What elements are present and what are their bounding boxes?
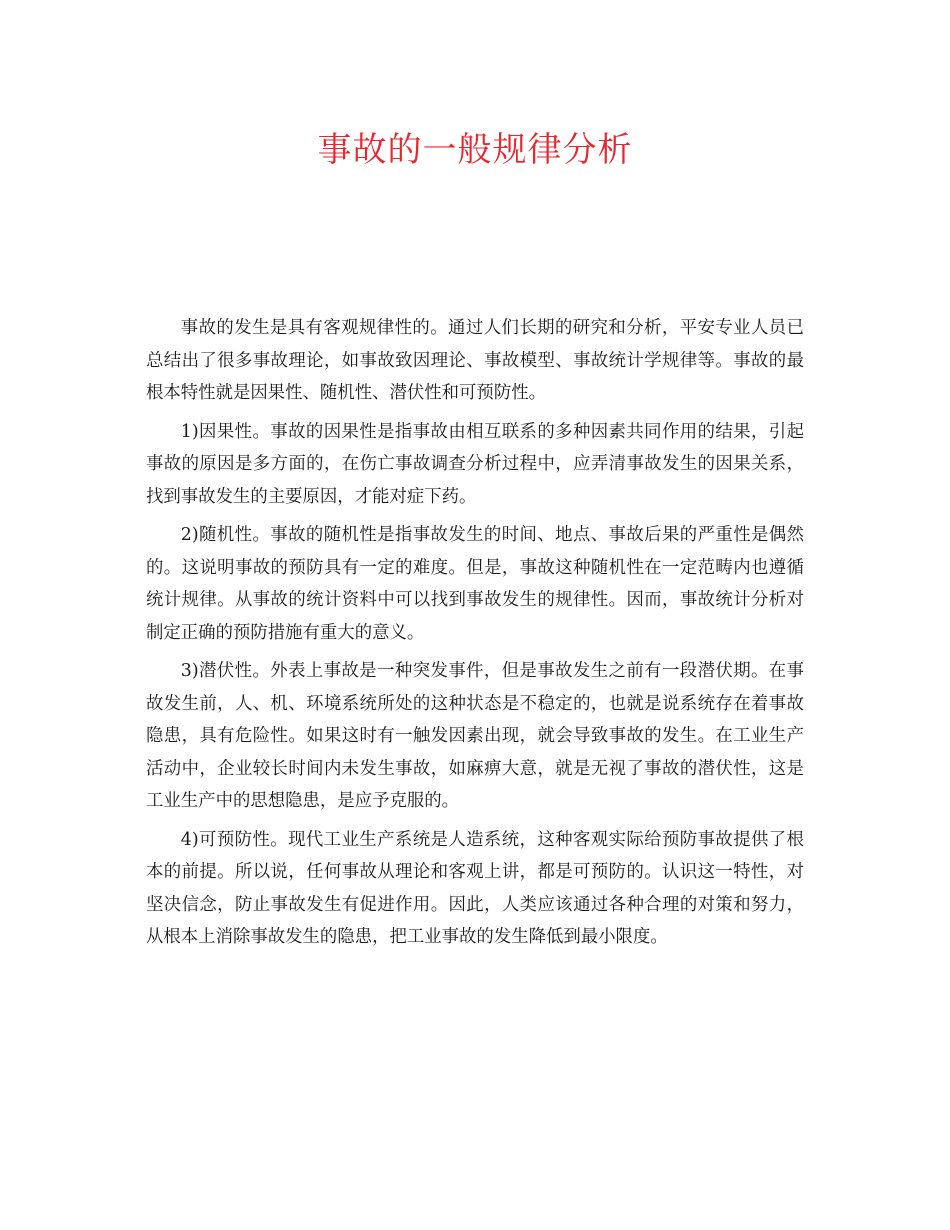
document-body <box>146 312 804 960</box>
document-title: 事故的一般规律分析 <box>317 130 633 170</box>
paragraph-causality: 1)因果性。事故的因果性是指事故由相互联系的多种因素共同作用的结果，引起事故的原因是多方面的，在伤亡事故调查分析过程中，应弄清事故发生的因果关系，找到事故发生的主要原因，才能对症下药。 <box>146 421 804 507</box>
paragraph-intro: 事故的发生是具有客观规律性的。通过人们长期的研究和分析，平安专业人员已总结出了很多事故理论，如事故致因理论、事故模型、事故统计学规律等。事故的最根本特性就是因果性、随机性、潜伏性和可预防性。 <box>146 318 804 403</box>
paragraph-latency: 3)潜伏性。外表上事故是一种突发事件，但是事故发生之前有一段潜伏期。在事故发生前，人、机、环境系统所处的这种状态是不稳定的，也就是说系统存在着事故隐患，具有危险性。如果这时有一触发因素出现，就会导致事故的发生。在工业生产活动中，企业较长时间内未发生事故，如麻痹大意，就是无视了事故的潜伏性，这是工业生产中的思想隐患，是应予克服的。 <box>146 661 804 811</box>
paragraph-preventability: 4)可预防性。现代工业生产系统是人造系统，这种客观实际给预防事故提供了根本的前提。所以说，任何事故从理论和客观上讲，都是可预防的。认识这一特性，对坚决信念，防止事故发生有促进作用。因此，人类应该通过各种合理的对策和努力，从根本上消除事故发生的隐患，把工业事故的发生降低到最小限度。 <box>146 829 804 947</box>
paragraph-randomness: 2)随机性。事故的随机性是指事故发生的时间、地点、事故后果的严重性是偶然的。这说明事故的预防具有一定的难度。但是，事故这种随机性在一定范畴内也遵循统计规律。从事故的统计资料中可以找到事故发生的规律性。因而，事故统计分析对制定正确的预防措施有重大的意义。 <box>146 525 804 643</box>
